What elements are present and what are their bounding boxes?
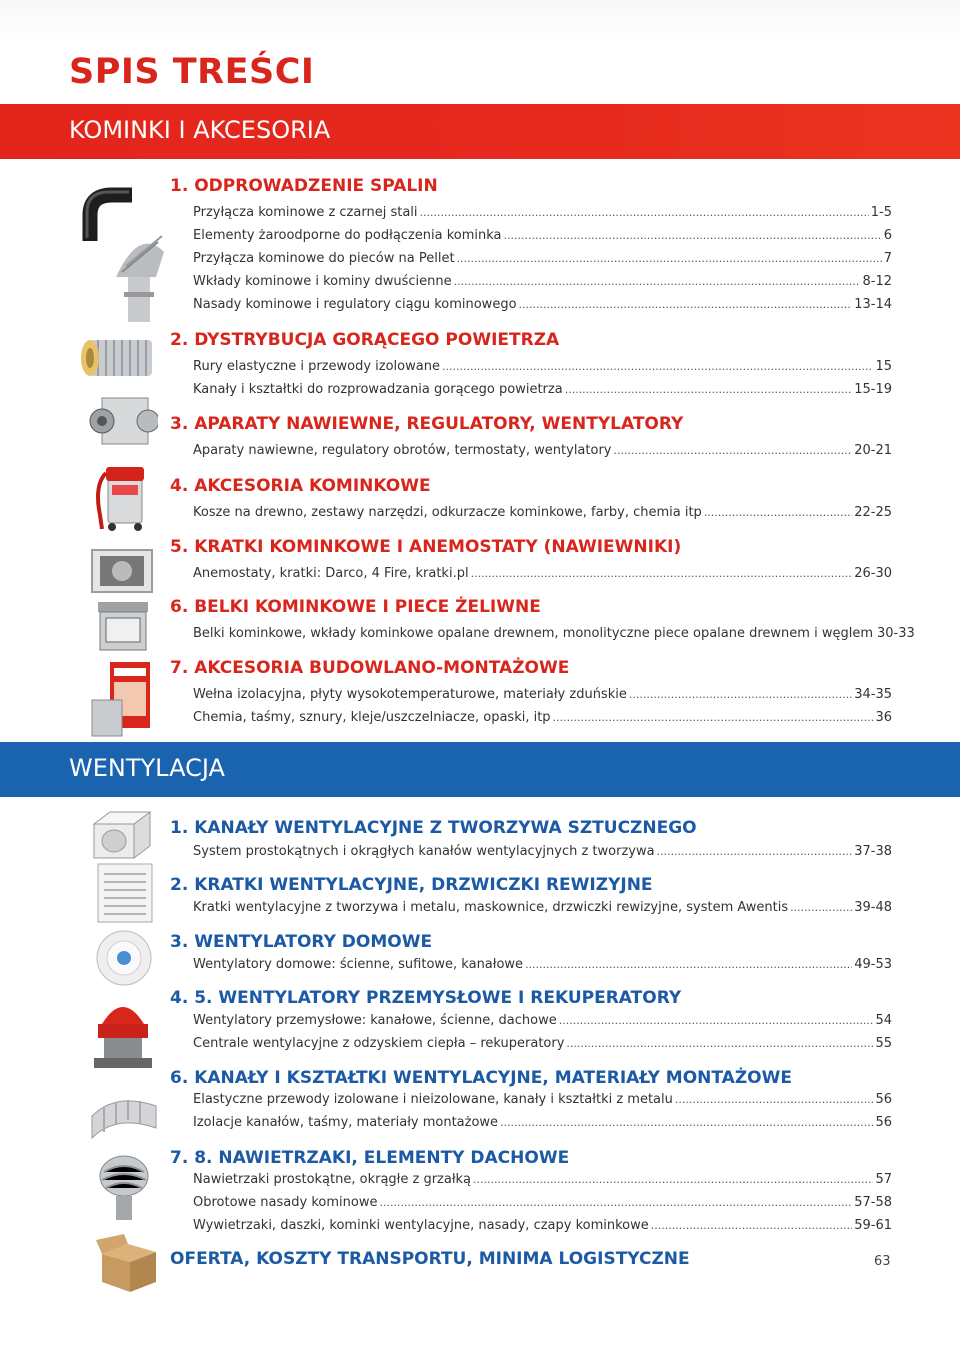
toc-entry [193, 626, 915, 641]
toc-entry-pages: 39-48 [854, 900, 892, 915]
dot-leader [525, 958, 852, 971]
page-number: 63 [874, 1254, 891, 1269]
toc-entry [193, 1172, 892, 1187]
dot-leader [565, 383, 853, 396]
toc-entry-pages: 7 [883, 251, 892, 266]
dot-leader [500, 1116, 873, 1129]
toc-entry-pages: 56 [875, 1115, 892, 1130]
toc-entry-text: Przyłącza kominowe do pieców na Pellet [193, 251, 455, 266]
section-heading: 3. APARATY NAWIEWNE, REGULATORY, WENTYLATORY [170, 414, 684, 434]
toc-entry [193, 900, 892, 915]
toc-entry-text: Elastyczne przewody izolowane i nieizolowane, kanały i kształtki z metalu [193, 1092, 673, 1107]
dot-leader [457, 252, 882, 265]
toc-entry-text: Nawietrzaki prostokątne, okrągłe z grzałką [193, 1172, 472, 1187]
dot-leader [651, 1219, 852, 1232]
toc-entry-text: Wentylatory domowe: ścienne, sufitowe, kanałowe [193, 957, 524, 972]
toc-entry-pages: 15 [875, 359, 892, 374]
toc-entry-pages: 34-35 [854, 687, 892, 702]
toc-entry-text: Wkłady kominowe i kominy dwuścienne [193, 274, 452, 289]
dot-leader [379, 1196, 852, 1209]
toc-entry-pages: 15-19 [854, 382, 892, 397]
band-label-ventilation: WENTYLACJA [69, 754, 225, 782]
toc-entry-text: Anemostaty, kratki: Darco, 4 Fire, kratki.pl [193, 566, 469, 581]
dot-leader [629, 688, 852, 701]
toc-entry [193, 844, 892, 859]
toc-entry-pages: 36 [875, 710, 892, 725]
section-heading: 2. DYSTRYBUCJA GORĄCEGO POWIETRZA [170, 330, 560, 350]
toc-entry-pages: 57 [875, 1172, 892, 1187]
toc-entry [193, 1092, 892, 1107]
dot-leader [614, 444, 853, 457]
toc-entry [193, 566, 892, 581]
section-heading: 4. 5. WENTYLATORY PRZEMYSŁOWE I REKUPERATORY [170, 988, 682, 1008]
toc-entry-text: Kanały i kształtki do rozprowadzania gorącego powietrza [193, 382, 563, 397]
page-title: SPIS TREŚCI [69, 52, 315, 92]
toc-entry [193, 274, 892, 289]
toc-entry [193, 297, 892, 312]
toc-entry-pages: 8-12 [862, 274, 892, 289]
toc-entry-pages: 57-58 [854, 1195, 892, 1210]
dot-leader [473, 1173, 873, 1186]
toc-entry-text: Chemia, taśmy, sznury, kleje/uszczelniacze, opaski, itp [193, 710, 551, 725]
dot-leader [566, 1037, 873, 1050]
toc-entry [193, 710, 892, 725]
toc-entry-text: Przyłącza kominowe z czarnej stali [193, 205, 418, 220]
toc-entry [193, 228, 892, 243]
toc-entry [193, 382, 892, 397]
toc-entry-text: Belki kominkowe, wkłady kominkowe opalane drewnem, monolityczne piece opalane drewnem i węglem [193, 626, 873, 641]
dot-leader [657, 845, 853, 858]
toc-entry [193, 205, 892, 220]
toc-entry-text: Nasady kominowe i regulatory ciągu kominowego [193, 297, 517, 312]
toc-entry-pages: 37-38 [854, 844, 892, 859]
dot-leader [519, 298, 853, 311]
section-heading: 5. KRATKI KOMINKOWE I ANEMOSTATY (NAWIEWNIKI) [170, 537, 682, 557]
dot-leader [420, 206, 869, 219]
toc-entry [193, 505, 892, 520]
dot-leader [704, 506, 852, 519]
dot-leader [454, 275, 861, 288]
toc-entry-text: Kosze na drewno, zestawy narzędzi, odkurzacze kominkowe, farby, chemia itp [193, 505, 702, 520]
section-heading: 3. WENTYLATORY DOMOWE [170, 932, 433, 952]
toc-entry [193, 1115, 892, 1130]
toc-entry-text: Rury elastyczne i przewody izolowane [193, 359, 440, 374]
toc-entry-pages: 56 [875, 1092, 892, 1107]
dot-leader [471, 567, 853, 580]
footer-heading: OFERTA, KOSZTY TRANSPORTU, MINIMA LOGISTYCZNE [170, 1249, 690, 1269]
toc-entry-text: Centrale wentylacyjne z odzyskiem ciepła – rekuperatory [193, 1036, 565, 1051]
toc-entry [193, 957, 892, 972]
toc-entry [193, 359, 892, 374]
toc-entry [193, 251, 892, 266]
dot-leader [553, 711, 874, 724]
toc-entry-text: Wełna izolacyjna, płyty wysokotemperaturowe, materiały zduńskie [193, 687, 627, 702]
band-label-fireplaces: KOMINKI I AKCESORIA [69, 116, 331, 144]
toc-entry-pages: 6 [883, 228, 892, 243]
section-heading: 7. 8. NAWIETRZAKI, ELEMENTY DACHOWE [170, 1148, 570, 1168]
dot-leader [675, 1093, 874, 1106]
section-heading: 6. KANAŁY I KSZTAŁTKI WENTYLACYJNE, MATERIAŁY MONTAŻOWE [170, 1068, 792, 1088]
dot-leader [442, 360, 873, 373]
toc-entry-text: System prostokątnych i okrągłych kanałów wentylacyjnych z tworzywa [193, 844, 655, 859]
toc-entry [193, 1013, 892, 1028]
toc-entry-pages: 54 [875, 1013, 892, 1028]
toc-entry-pages: 30-33 [877, 626, 915, 641]
toc-entry [193, 1218, 892, 1233]
toc-entry-text: Elementy żaroodporne do podłączenia kominka [193, 228, 502, 243]
section-heading: 6. BELKI KOMINKOWE I PIECE ŻELIWNE [170, 597, 541, 617]
toc-entry-pages: 49-53 [854, 957, 892, 972]
section-heading: 1. ODPROWADZENIE SPALIN [170, 176, 438, 196]
dot-leader [559, 1014, 874, 1027]
section-heading: 1. KANAŁY WENTYLACYJNE Z TWORZYWA SZTUCZNEGO [170, 818, 697, 838]
toc-entry-pages: 1-5 [870, 205, 892, 220]
toc-entry-text: Wywietrzaki, daszki, kominki wentylacyjne, nasady, czapy kominkowe [193, 1218, 649, 1233]
toc-entry [193, 687, 892, 702]
toc-entry-pages: 22-25 [854, 505, 892, 520]
section-heading: 7. AKCESORIA BUDOWLANO-MONTAŻOWE [170, 658, 570, 678]
toc-entry-text: Obrotowe nasady kominowe [193, 1195, 378, 1210]
toc-entry-pages: 13-14 [854, 297, 892, 312]
toc-entry-pages: 59-61 [854, 1218, 892, 1233]
section-heading: 4. AKCESORIA KOMINKOWE [170, 476, 431, 496]
toc-entry [193, 1195, 892, 1210]
toc-entry [193, 1036, 892, 1051]
dot-leader [790, 901, 852, 914]
toc-entry-text: Izolacje kanałów, taśmy, materiały montażowe [193, 1115, 499, 1130]
toc-entry-text: Aparaty nawiewne, regulatory obrotów, termostaty, wentylatory [193, 443, 612, 458]
toc-entry-pages: 55 [875, 1036, 892, 1051]
section-heading: 2. KRATKI WENTYLACYJNE, DRZWICZKI REWIZYJNE [170, 875, 653, 895]
dot-leader [504, 229, 882, 242]
toc-entry-pages: 26-30 [854, 566, 892, 581]
toc-entry-text: Kratki wentylacyjne z tworzywa i metalu, maskownice, drzwiczki rewizyjne, system Awentis [193, 900, 789, 915]
toc-entry [193, 443, 892, 458]
toc-entry-pages: 20-21 [854, 443, 892, 458]
toc-entry-text: Wentylatory przemysłowe: kanałowe, ścienne, dachowe [193, 1013, 557, 1028]
